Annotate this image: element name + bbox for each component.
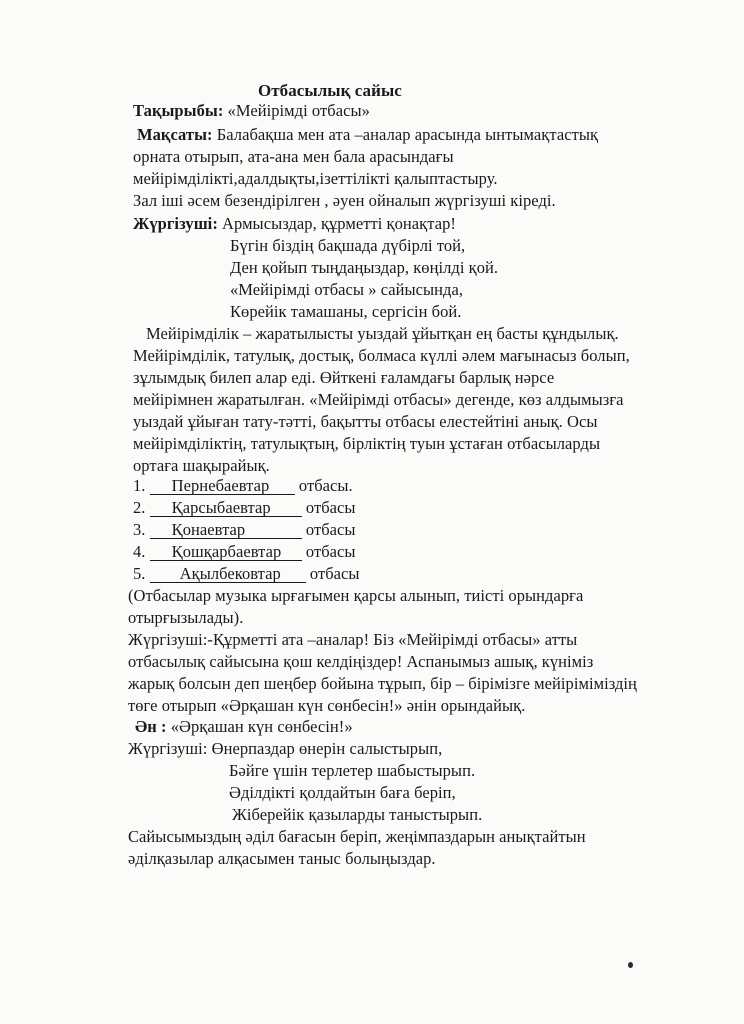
song-line <box>135 716 353 738</box>
host-intro-line-5: Көрейік тамашаны, сергісін бой. <box>230 302 462 321</box>
family-number: 2. <box>133 498 146 517</box>
goal-line-2: орната отырып, ата-ана мен бала арасындағы <box>133 147 454 166</box>
host-intro-line-1 <box>133 213 456 235</box>
paragraph1-line-2: Мейірімділік, татулық, достық, болмаса күллі әлем мағынасыз болып, <box>133 346 630 365</box>
host-poem2-line-1 <box>128 738 442 760</box>
goal-line-1 <box>137 124 598 146</box>
closing-line-1: Сайысымыздың әділ бағасын беріп, жеңімпаздарын анықтайтын <box>128 827 586 846</box>
family-item-3 <box>133 519 356 541</box>
document-title: Отбасылық сайыс <box>258 81 402 100</box>
topic-line <box>133 100 370 122</box>
family-name: Қошқарбаевтар <box>150 544 302 561</box>
family-item-1 <box>133 475 353 497</box>
host-intro-line-2: Бүгін біздің бақшада дүбірлі той, <box>230 236 466 255</box>
family-number: 3. <box>133 520 146 539</box>
family-suffix: отбасы <box>309 564 360 583</box>
family-item-2 <box>133 497 356 519</box>
note-line-2: отырғызылады). <box>128 608 244 627</box>
host-label: Жүргізуші: <box>133 214 218 233</box>
family-name: Қонаевтар <box>150 522 302 539</box>
family-suffix: отбасы <box>305 542 356 561</box>
paragraph1-line-1: Мейірімділік – жаратылысты уыздай ұйытқан ең басты құндылық. <box>146 324 619 343</box>
closing-line-2: әділқазылар алқасымен таныс болыңыздар. <box>128 849 436 868</box>
hall-line: Зал іші әсем безендірілген , әуен ойналып жүргізуші кіреді. <box>133 191 556 210</box>
family-number: 4. <box>133 542 146 561</box>
goal-line-3: мейірімділікті,адалдықты,ізеттілікті қалыптастыру. <box>133 169 498 188</box>
song-title: «Әрқашан күн сөнбесін!» <box>166 717 353 736</box>
family-name: Пернебаевтар <box>150 478 295 495</box>
host-speech-line-2: отбасылық сайысына қош келдіңіздер! Аспанымыз ашық, күніміз <box>128 652 594 671</box>
family-name: Ақылбековтар <box>150 566 306 583</box>
paragraph1-line-6: мейірімділіктің, татулықтың, бірліктің туын ұстаған отбасыларды <box>133 434 601 453</box>
ink-spot <box>628 962 633 968</box>
paragraph1-line-7: ортаға шақырайық. <box>133 456 270 475</box>
family-item-5 <box>133 563 360 585</box>
host-poem2-text-1: Өнерпаздар өнерін салыстырып, <box>207 739 443 758</box>
topic-label: Тақырыбы: <box>133 101 224 120</box>
host-intro-text-1: Армысыздар, құрметті қонақтар! <box>217 214 456 233</box>
family-item-4 <box>133 541 356 563</box>
goal-text-1: Балабақша мен ата –аналар арасында ынтымақтастық <box>212 125 599 144</box>
family-number: 1. <box>133 476 146 495</box>
family-suffix: отбасы <box>305 520 356 539</box>
host-intro-line-4: «Мейірімді отбасы » сайысында, <box>230 280 464 299</box>
note-line-1: (Отбасылар музыка ырғағымен қарсы алынып, тиісті орындарға <box>128 586 584 605</box>
host-poem2-line-2: Бәйге үшін терлетер шабыстырып. <box>229 761 476 780</box>
family-suffix: отбасы. <box>298 476 353 495</box>
paragraph1-line-5: уыздай ұйыған тату-тәтті, бақытты отбасы елестейтіні анық. Осы <box>133 412 598 431</box>
family-name: Қарсыбаевтар <box>150 500 302 517</box>
host-poem2-line-3: Әділдікті қолдайтын баға беріп, <box>229 783 456 802</box>
host-speech-line-4: төге отырып «Әрқашан күн сөнбесін!» әнін орындайық. <box>128 696 526 715</box>
host-poem2-line-4: Жіберейік қазыларды таныстырып. <box>232 805 483 824</box>
paragraph1-line-4: мейірімнен жаратылған. «Мейірімді отбасы» дегенде, көз алдымызға <box>133 390 624 409</box>
host-speech-line-3: жарық болсын деп шеңбер бойына тұрып, бір – бірімізге мейіріміміздің <box>128 674 637 693</box>
host-speech-line-1: Жүргізуші:-Құрметті ата –аналар! Біз «Мейірімді отбасы» атты <box>128 630 578 649</box>
paragraph1-line-3: зұлымдық билеп алар еді. Өйткені ғаламдағы барлық нәрсе <box>133 368 555 387</box>
family-suffix: отбасы <box>305 498 356 517</box>
song-label: Ән : <box>135 717 167 736</box>
topic-text: «Мейірімді отбасы» <box>223 101 370 120</box>
goal-label: Мақсаты: <box>137 125 213 144</box>
host-poem2-label: Жүргізуші: <box>128 739 208 758</box>
host-intro-line-3: Ден қойып тыңдаңыздар, көңілді қой. <box>230 258 499 277</box>
family-number: 5. <box>133 564 146 583</box>
